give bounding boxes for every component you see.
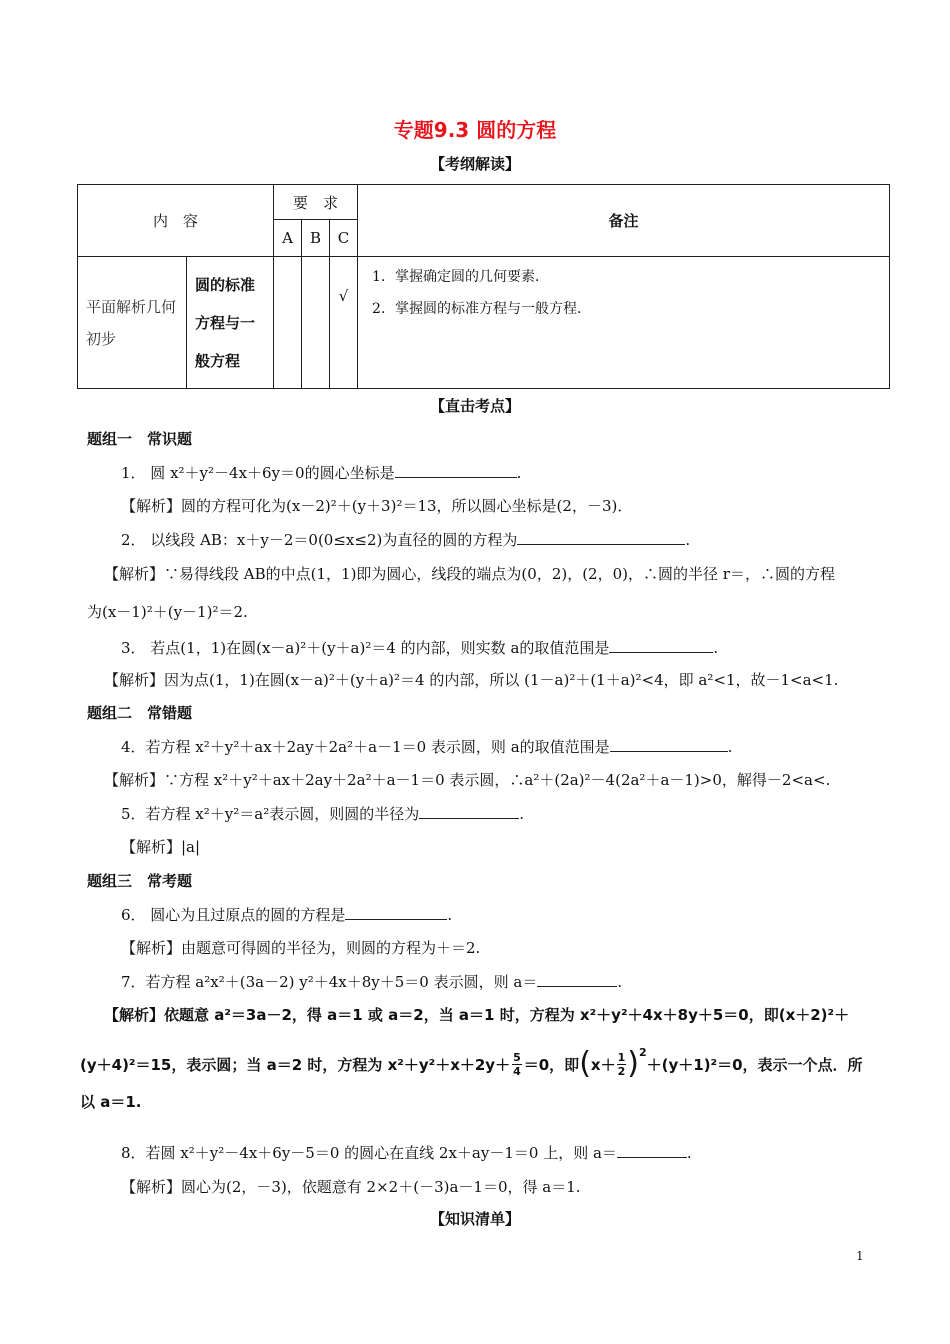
cell-area: 平面解析几何初步 [78, 257, 187, 389]
answer-blank [517, 530, 685, 545]
question-5-text: 5．若方程 x²＋y²＝a²表示圆，则圆的半径为 [121, 805, 420, 823]
solution-6: 【解析】由题意可得圆的半径为，则圆的方程为＋＝2. [121, 939, 481, 957]
period: . [447, 906, 453, 924]
solution-7-line-3: 以 a＝1. [80, 1093, 142, 1111]
syllabus-table [77, 184, 890, 389]
solution-5: 【解析】|a| [121, 838, 201, 856]
fraction-numerator: 1 [617, 1050, 626, 1064]
fraction-denominator: 2 [617, 1064, 626, 1078]
cell-level-b [302, 257, 330, 389]
section-heading-knowledge: 【知识清单】 [429, 1210, 520, 1228]
question-8 [121, 1142, 692, 1163]
question-1-text: 1． 圆 x²＋y²－4x＋6y＝0的圆心坐标是 [121, 464, 395, 482]
question-3 [121, 637, 718, 658]
header-level-c: C [330, 220, 358, 257]
page-number: 1 [856, 1249, 864, 1263]
fraction-five-quarters [512, 1051, 522, 1078]
answer-blank [395, 463, 517, 478]
note-item-2: 2．掌握圆的标准方程与一般方程． [372, 301, 591, 317]
period: . [519, 805, 525, 823]
question-7 [121, 971, 622, 992]
solution-7-text-3: x＋ [590, 1055, 616, 1074]
cell-notes [358, 257, 890, 389]
period: . [686, 1144, 692, 1162]
solution-1: 【解析】圆的方程可化为(x－2)²＋(y＋3)²＝13，所以圆心坐标是(2，－3)． [121, 497, 633, 515]
solution-3: 【解析】因为点(1，1)在圆(x－a)²＋(y＋a)²＝4 的内部，所以 (1－a)²＋(1＋a)²<4，即 a²<1，故－1<a<1. [104, 671, 839, 689]
fraction-denominator: 4 [513, 1064, 521, 1078]
header-level-b: B [302, 220, 330, 257]
group-heading-2: 题组二 常错题 [87, 704, 193, 722]
answer-blank [609, 638, 713, 653]
question-6-text: 6． 圆心为且过原点的圆的方程是 [121, 906, 346, 924]
header-requirement: 要 求 [274, 185, 358, 220]
fraction-one-half [617, 1051, 627, 1078]
group-heading-3: 题组三 常考题 [87, 872, 193, 890]
solution-4: 【解析】∵方程 x²＋y²＋ax＋2ay＋2a²＋a－1＝0 表示圆，∴a²＋(2a)²－4(2a²＋a－1)>0，解得－2<a<. [104, 771, 831, 789]
solution-7-line-2 [80, 1042, 863, 1086]
section-heading-outline: 【考纲解读】 [429, 155, 520, 173]
solution-2-line-2: 为(x－1)²＋(y－1)²＝2. [87, 603, 248, 621]
right-paren-icon: ) [627, 1046, 639, 1081]
answer-blank [345, 905, 447, 920]
question-8-text: 8．若圆 x²＋y²－4x＋6y－5＝0 的圆心在直线 2x＋ay－1＝0 上，则 a＝ [121, 1144, 617, 1162]
group-heading-1: 题组一 常识题 [87, 430, 193, 448]
question-6 [121, 904, 452, 925]
period: . [713, 639, 719, 657]
answer-blank [419, 804, 519, 819]
question-7-text: 7．若方程 a²x²＋(3a－2) y²＋4x＋8y＋5＝0 表示圆，则 a＝ [121, 973, 538, 991]
answer-blank [617, 1143, 687, 1158]
question-4 [121, 736, 732, 757]
solution-2-line-1: 【解析】∵易得线段 AB的中点(1，1)即为圆心，线段的端点为(0，2)，(2，0)，∴圆的半径 r＝，∴圆的方程 [104, 565, 835, 583]
page-title: 专题9.3 圆的方程 [393, 118, 557, 142]
question-4-text: 4．若方程 x²＋y²＋ax＋2ay＋2a²＋a－1＝0 表示圆，则 a的取值范围是 [121, 738, 610, 756]
exponent-two: 2 [638, 1046, 647, 1059]
section-heading-points: 【直击考点】 [429, 397, 520, 415]
answer-blank [537, 972, 617, 987]
header-content: 内 容 [78, 185, 274, 257]
left-paren-icon: ( [579, 1046, 591, 1081]
solution-7-text-2: ＝0，即 [523, 1055, 580, 1074]
cell-topic: 圆的标准方程与一般方程 [187, 257, 274, 389]
cell-level-c-check: √ [330, 257, 358, 389]
fraction-numerator: 5 [513, 1050, 521, 1064]
period: . [727, 738, 733, 756]
question-3-text: 3． 若点(1，1)在圆(x－a)²＋(y＋a)²＝4 的内部，则实数 a的取值范围是 [121, 639, 610, 657]
period: . [516, 464, 522, 482]
answer-blank [610, 737, 728, 752]
header-notes: 备注 [358, 185, 890, 257]
solution-7-text-4: ＋(y＋1)²＝0，表示一个点．所 [646, 1055, 863, 1074]
solution-7-line-1: 【解析】依题意 a²＝3a－2，得 a＝1 或 a＝2，当 a＝1 时，方程为 x²＋y²＋4x＋8y＋5＝0，即(x＋2)²＋ [104, 1006, 850, 1024]
cell-level-a [274, 257, 302, 389]
question-1 [121, 462, 521, 483]
question-2-text: 2． 以线段 AB：x＋y－2＝0(0≤x≤2)为直径的圆的方程为 [121, 531, 518, 549]
header-level-a: A [274, 220, 302, 257]
question-2 [121, 529, 690, 550]
note-item-1: 1．掌握确定圆的几何要素． [372, 269, 549, 285]
solution-8: 【解析】圆心为(2，－3)，依题意有 2×2＋(－3)a－1＝0，得 a＝1. [121, 1178, 581, 1196]
period: . [685, 531, 691, 549]
period: . [617, 973, 623, 991]
question-5 [121, 803, 524, 824]
solution-7-text-1: (y＋4)²＝15，表示圆；当 a＝2 时，方程为 x²＋y²＋x＋2y＋ [80, 1055, 511, 1074]
